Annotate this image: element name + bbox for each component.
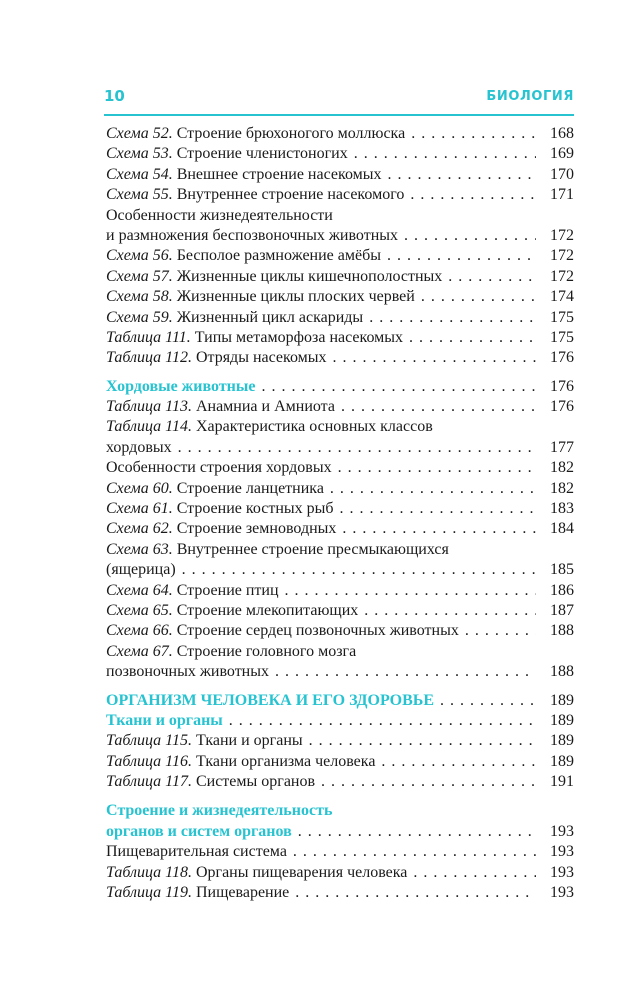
part-title: ОРГАНИЗМ ЧЕЛОВЕКА И ЕГО ЗДОРОВЬЕ xyxy=(106,691,435,709)
toc-entry-page: 169 xyxy=(550,145,574,163)
leader-dots xyxy=(285,581,536,601)
toc-entry-title: Анамниа и Амниота xyxy=(191,398,335,416)
toc-entry-title: Строение млекопитающих xyxy=(172,601,359,619)
toc-entry[interactable] xyxy=(106,621,574,641)
leader-dots xyxy=(421,287,536,307)
toc-entry-title: Внутреннее строение пресмыкающихся xyxy=(172,540,449,558)
leader-dots xyxy=(448,267,536,287)
toc-entry-page: 185 xyxy=(550,561,574,579)
leader-dots xyxy=(182,560,536,580)
leader-dots xyxy=(410,185,536,205)
toc-entry-page: 176 xyxy=(550,377,574,395)
toc-entry-title: Особенности жизнедеятельности xyxy=(106,206,333,224)
toc-entry-title: Характеристика основных классов xyxy=(191,418,433,436)
leader-dots xyxy=(338,458,536,478)
toc-entry-page: 189 xyxy=(550,691,574,709)
toc-entry-prefix: Схема 66. xyxy=(106,622,173,640)
leader-dots xyxy=(404,226,536,246)
toc-entry[interactable] xyxy=(106,479,574,499)
leader-dots xyxy=(298,822,536,842)
toc-entry-title: Системы органов xyxy=(191,773,316,791)
toc-entry-prefix: Схема 58. xyxy=(106,288,173,306)
leader-dots xyxy=(440,691,536,711)
leader-dots xyxy=(369,308,536,328)
toc-entry-prefix: Схема 56. xyxy=(106,247,173,265)
toc-section-heading[interactable] xyxy=(106,377,574,397)
leader-dots xyxy=(229,711,536,731)
toc-entry-prefix: Схема 63. xyxy=(106,540,173,558)
toc-entry-prefix: Таблица 116. xyxy=(106,752,192,770)
toc-entry-title: Строение сердец позвоночных животных xyxy=(172,622,459,640)
toc-part-heading[interactable] xyxy=(106,691,574,711)
toc-entry-page: 191 xyxy=(550,773,574,791)
toc-entry-page: 182 xyxy=(550,459,574,477)
section-title: органов и систем органов xyxy=(106,822,292,840)
toc-entry[interactable] xyxy=(106,863,574,883)
toc-entry[interactable] xyxy=(106,458,574,478)
toc-entry-title: хордовых xyxy=(106,438,172,456)
toc-entry[interactable] xyxy=(106,267,574,287)
toc-entry[interactable] xyxy=(106,144,574,164)
toc-entry[interactable] xyxy=(106,731,574,751)
toc-entry[interactable] xyxy=(106,185,574,205)
toc-entry-page: 171 xyxy=(550,186,574,204)
toc-entry[interactable] xyxy=(106,499,574,519)
toc-entry-first-line[interactable] xyxy=(106,540,574,560)
leader-dots xyxy=(275,662,536,682)
toc-entry-prefix: Схема 64. xyxy=(106,581,173,599)
toc-entry[interactable] xyxy=(106,165,574,185)
page-number: 10 xyxy=(104,87,125,105)
toc-entry-title: Пищеварительная система xyxy=(106,843,287,861)
leader-dots xyxy=(364,601,536,621)
toc-entry[interactable] xyxy=(106,226,574,246)
toc-section-heading[interactable] xyxy=(106,711,574,731)
table-of-contents xyxy=(106,124,574,903)
toc-entry-prefix: Таблица 113. xyxy=(106,398,192,416)
leader-dots xyxy=(465,621,536,641)
toc-entry[interactable] xyxy=(106,581,574,601)
toc-entry-page: 193 xyxy=(550,822,574,840)
toc-entry-prefix: Таблица 115. xyxy=(106,732,192,750)
leader-dots xyxy=(178,438,536,458)
toc-entry-prefix: Таблица 119. xyxy=(106,884,192,902)
toc-entry-title: Строение ланцетника xyxy=(172,479,324,497)
toc-section-heading[interactable] xyxy=(106,822,574,842)
leader-dots xyxy=(413,863,536,883)
leader-dots xyxy=(411,124,536,144)
toc-entry-page: 188 xyxy=(550,663,574,681)
toc-entry-prefix: Схема 52. xyxy=(106,124,173,142)
toc-entry[interactable] xyxy=(106,308,574,328)
toc-entry-title: Жизненный цикл аскариды xyxy=(172,308,364,326)
toc-entry-title: Бесполое размножение амёбы xyxy=(172,247,381,265)
toc-entry[interactable] xyxy=(106,560,574,580)
section-title: Ткани и органы xyxy=(106,711,223,729)
toc-entry[interactable] xyxy=(106,348,574,368)
toc-entry-title: и размножения беспозвоночных животных xyxy=(106,226,398,244)
toc-entry[interactable] xyxy=(106,519,574,539)
toc-entry-prefix: Схема 61. xyxy=(106,500,173,518)
toc-entry-title: Строение головного мозга xyxy=(172,642,357,660)
toc-entry-title: Жизненные циклы кишечнополостных xyxy=(172,267,443,285)
toc-entry-page: 174 xyxy=(550,288,574,306)
toc-entry-prefix: Таблица 117. xyxy=(106,773,192,791)
toc-entry-page: 172 xyxy=(550,226,574,244)
toc-entry[interactable] xyxy=(106,328,574,348)
toc-entry-page: 186 xyxy=(550,581,574,599)
leader-dots xyxy=(295,883,536,903)
toc-entry-prefix: Схема 67. xyxy=(106,642,173,660)
page-header xyxy=(104,87,574,113)
toc-entry-page: 189 xyxy=(550,711,574,729)
toc-entry-title: Строение костных рыб xyxy=(172,500,334,518)
toc-entry-page: 176 xyxy=(550,398,574,416)
toc-entry[interactable] xyxy=(106,842,574,862)
leader-dots xyxy=(293,842,536,862)
section-title: Строение и жизнедеятельность xyxy=(106,802,333,820)
toc-entry[interactable] xyxy=(106,662,574,682)
leader-dots xyxy=(321,772,536,792)
toc-entry-title: Ткани и органы xyxy=(191,732,303,750)
toc-entry-page: 172 xyxy=(550,247,574,265)
toc-entry-page: 176 xyxy=(550,349,574,367)
toc-entry-title: Строение земноводных xyxy=(172,520,337,538)
toc-entry-prefix: Таблица 118. xyxy=(106,863,192,881)
toc-entry-title: Органы пищеварения человека xyxy=(191,863,408,881)
toc-entry-page: 188 xyxy=(550,622,574,640)
toc-entry-page: 187 xyxy=(550,601,574,619)
toc-entry-page: 193 xyxy=(550,863,574,881)
toc-entry-page: 177 xyxy=(550,438,574,456)
toc-entry-page: 193 xyxy=(550,843,574,861)
toc-entry-prefix: Схема 62. xyxy=(106,520,173,538)
toc-entry-prefix: Схема 59. xyxy=(106,308,173,326)
leader-dots xyxy=(330,479,536,499)
toc-entry-prefix: Таблица 114. xyxy=(106,418,192,436)
leader-dots xyxy=(340,499,536,519)
toc-entry-prefix: Схема 53. xyxy=(106,145,173,163)
toc-entry-title: Внутреннее строение насекомого xyxy=(172,186,405,204)
toc-entry-first-line[interactable] xyxy=(106,206,574,226)
toc-entry[interactable] xyxy=(106,124,574,144)
toc-entry[interactable] xyxy=(106,752,574,772)
toc-entry-page: 183 xyxy=(550,500,574,518)
toc-entry-title: Строение членистоногих xyxy=(172,145,348,163)
leader-dots xyxy=(333,348,536,368)
toc-entry-title: Отряды насекомых xyxy=(191,349,327,367)
toc-entry-title: Типы метаморфоза насекомых xyxy=(190,328,404,346)
leader-dots xyxy=(387,246,536,266)
toc-entry-title: позвоночных животных xyxy=(106,663,269,681)
leader-dots xyxy=(309,731,536,751)
toc-section-heading-first-line[interactable] xyxy=(106,802,574,822)
toc-entry[interactable] xyxy=(106,883,574,903)
toc-entry-prefix: Схема 57. xyxy=(106,267,173,285)
toc-entry-prefix: Схема 54. xyxy=(106,165,173,183)
toc-entry-page: 175 xyxy=(550,308,574,326)
toc-entry-page: 172 xyxy=(550,267,574,285)
leader-dots xyxy=(354,144,536,164)
toc-entry-first-line[interactable] xyxy=(106,417,574,437)
toc-entry-prefix: Схема 60. xyxy=(106,479,173,497)
toc-entry[interactable] xyxy=(106,438,574,458)
toc-entry-page: 193 xyxy=(550,884,574,902)
leader-dots xyxy=(409,328,536,348)
toc-entry-prefix: Таблица 111. xyxy=(106,328,191,346)
leader-dots xyxy=(381,752,536,772)
toc-entry-prefix: Таблица 112. xyxy=(106,349,192,367)
toc-entry[interactable] xyxy=(106,246,574,266)
toc-entry-page: 170 xyxy=(550,165,574,183)
toc-entry-prefix: Схема 55. xyxy=(106,186,173,204)
header-rule xyxy=(104,114,574,116)
toc-entry[interactable] xyxy=(106,772,574,792)
section-title: Хордовые животные xyxy=(106,377,256,395)
toc-entry-title: Строение брюхоногого моллюска xyxy=(172,124,406,142)
toc-entry-title: Особенности строения хордовых xyxy=(106,459,332,477)
toc-entry-title: Жизненные циклы плоских червей xyxy=(172,288,415,306)
toc-entry-page: 182 xyxy=(550,479,574,497)
running-title: БИОЛОГИЯ xyxy=(486,89,574,104)
toc-entry-page: 184 xyxy=(550,520,574,538)
toc-entry[interactable] xyxy=(106,601,574,621)
toc-entry-title: Строение птиц xyxy=(172,581,279,599)
toc-entry-title: Ткани организма человека xyxy=(191,752,376,770)
leader-dots xyxy=(341,397,536,417)
toc-entry-first-line[interactable] xyxy=(106,642,574,662)
toc-entry[interactable] xyxy=(106,397,574,417)
leader-dots xyxy=(262,377,537,397)
toc-entry-page: 168 xyxy=(550,124,574,142)
leader-dots xyxy=(342,519,536,539)
toc-entry-page: 175 xyxy=(550,328,574,346)
leader-dots xyxy=(388,165,536,185)
toc-entry-prefix: Схема 65. xyxy=(106,601,173,619)
toc-entry-page: 189 xyxy=(550,732,574,750)
toc-entry-page: 189 xyxy=(550,752,574,770)
toc-entry-title: Пищеварение xyxy=(191,884,290,902)
toc-entry-title: Внешнее строение насекомых xyxy=(172,165,382,183)
toc-entry-title: (ящерица) xyxy=(106,561,176,579)
toc-entry[interactable] xyxy=(106,287,574,307)
